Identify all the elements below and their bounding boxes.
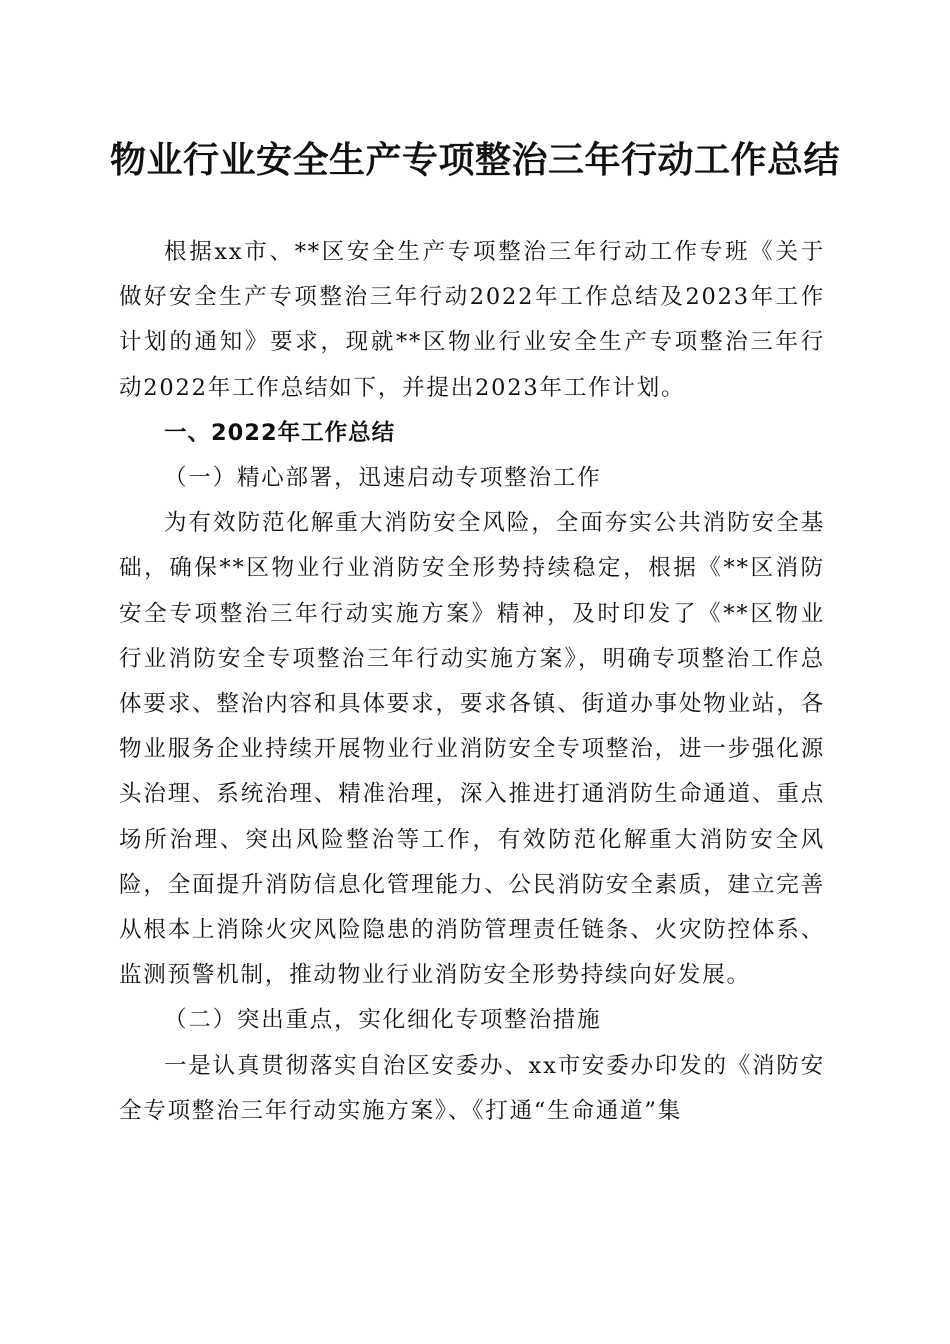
section-heading-1: 一、2022年工作总结 bbox=[164, 419, 396, 446]
subsection-heading-2: （二）突出重点，实化细化专项整治措施 bbox=[164, 1007, 602, 1034]
subsection-heading-1: （一）精心部署，迅速启动专项整治工作 bbox=[164, 465, 602, 492]
subsection-2-paragraph: 一是认真贯彻落实自治区安委办、xx市安委办印发的《消防安全专项整治三年行动实施方案》、《打通“生命通道”集 bbox=[119, 1052, 825, 1124]
subsection-1-paragraph: 为有效防范化解重大消防安全风险，全面夯实公共消防安全基础，确保**区物业行业消防安全形势持续稳定，根据《**区消防安全专项整治三年行动实施方案》精神，及时印发了《**区物业行业消防安全专项整治三年行动实施方案》，明确专项整治工作总体要求、整治内容和具体要求，要求各镇、街道办事处物业站，各物业服务企业持续开展物业行业消防安全专项整治，进一步强化源头治理、系统治理、精准治理，深入推进打通消防生命通道、重点场所治理、突出风险整治等工作，有效防范化解重大消防安全风险，全面提升消防信息化管理能力、公民消防安全素质，建立完善从根本上消除火灾风险隐患的消防管理责任链条、火灾防控体系、监测预警机制，推动物业行业消防安全形势持续向好发展。 bbox=[119, 510, 825, 989]
document-title: 物业行业安全生产专项整治三年行动工作总结 bbox=[109, 139, 840, 181]
intro-paragraph: 根据xx市、**区安全生产专项整治三年行动工作专班《关于做好安全生产专项整治三年行动2022年工作总结及2023年工作计划的通知》要求，现就**区物业行业安全生产专项整治三年行动2022年工作总结如下，并提出2023年工作计划。 bbox=[119, 239, 825, 401]
document-body bbox=[119, 230, 825, 1134]
